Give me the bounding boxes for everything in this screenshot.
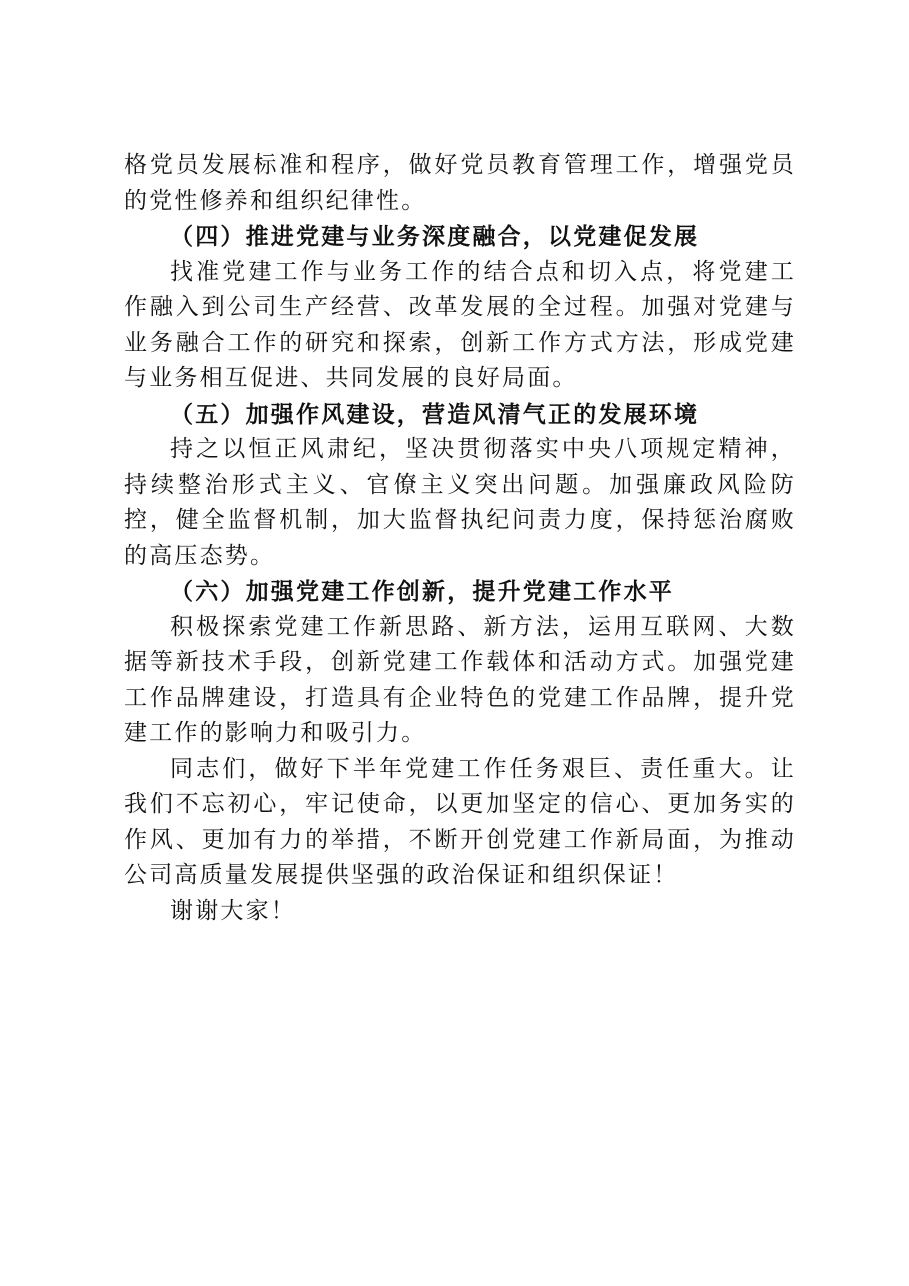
paragraph-closing: 同志们，做好下半年党建工作任务艰巨、责任重大。让我们不忘初心，牢记使命，以更加坚定的信心、更加务实的作风、更加有力的举措，不断开创党建工作新局面，为推动公司高质量发展提供坚强的政治保证和组织保证！ [124, 755, 796, 888]
section-heading-5: （五）加强作风建设，营造风清气正的发展环境 [170, 400, 700, 428]
paragraph-section-6: 积极探索党建工作新思路、新方法，运用互联网、大数据等新技术手段，创新党建工作载体和活动方式。加强党建工作品牌建设，打造具有企业特色的党建工作品牌，提升党建工作的影响力和吸引力。 [124, 613, 796, 746]
section-heading-6: （六）加强党建工作创新，提升党建工作水平 [170, 578, 674, 605]
paragraph-thanks: 谢谢大家！ [170, 897, 296, 924]
paragraph-section-5: 持之以恒正风肃纪，坚决贯彻落实中央八项规定精神，持续整治形式主义、官僚主义突出问题。加强廉政风险防控，健全监督机制，加大监督执纪问责力度，保持惩治腐败的高压态势。 [124, 436, 796, 569]
section-heading-4: （四）推进党建与业务深度融合，以党建促发展 [170, 223, 700, 250]
paragraph-section-4: 找准党建工作与业务工作的结合点和切入点，将党建工作融入到公司生产经营、改革发展的全过程。加强对党建与业务融合工作的研究和探索，创新工作方式方法，形成党建与业务相互促进、共同发展的良好局面。 [124, 258, 796, 391]
document-body [124, 148, 796, 929]
paragraph-continued: 格党员发展标准和程序，做好党员教育管理工作，增强党员的党性修养和组织纪律性。 [124, 152, 796, 214]
